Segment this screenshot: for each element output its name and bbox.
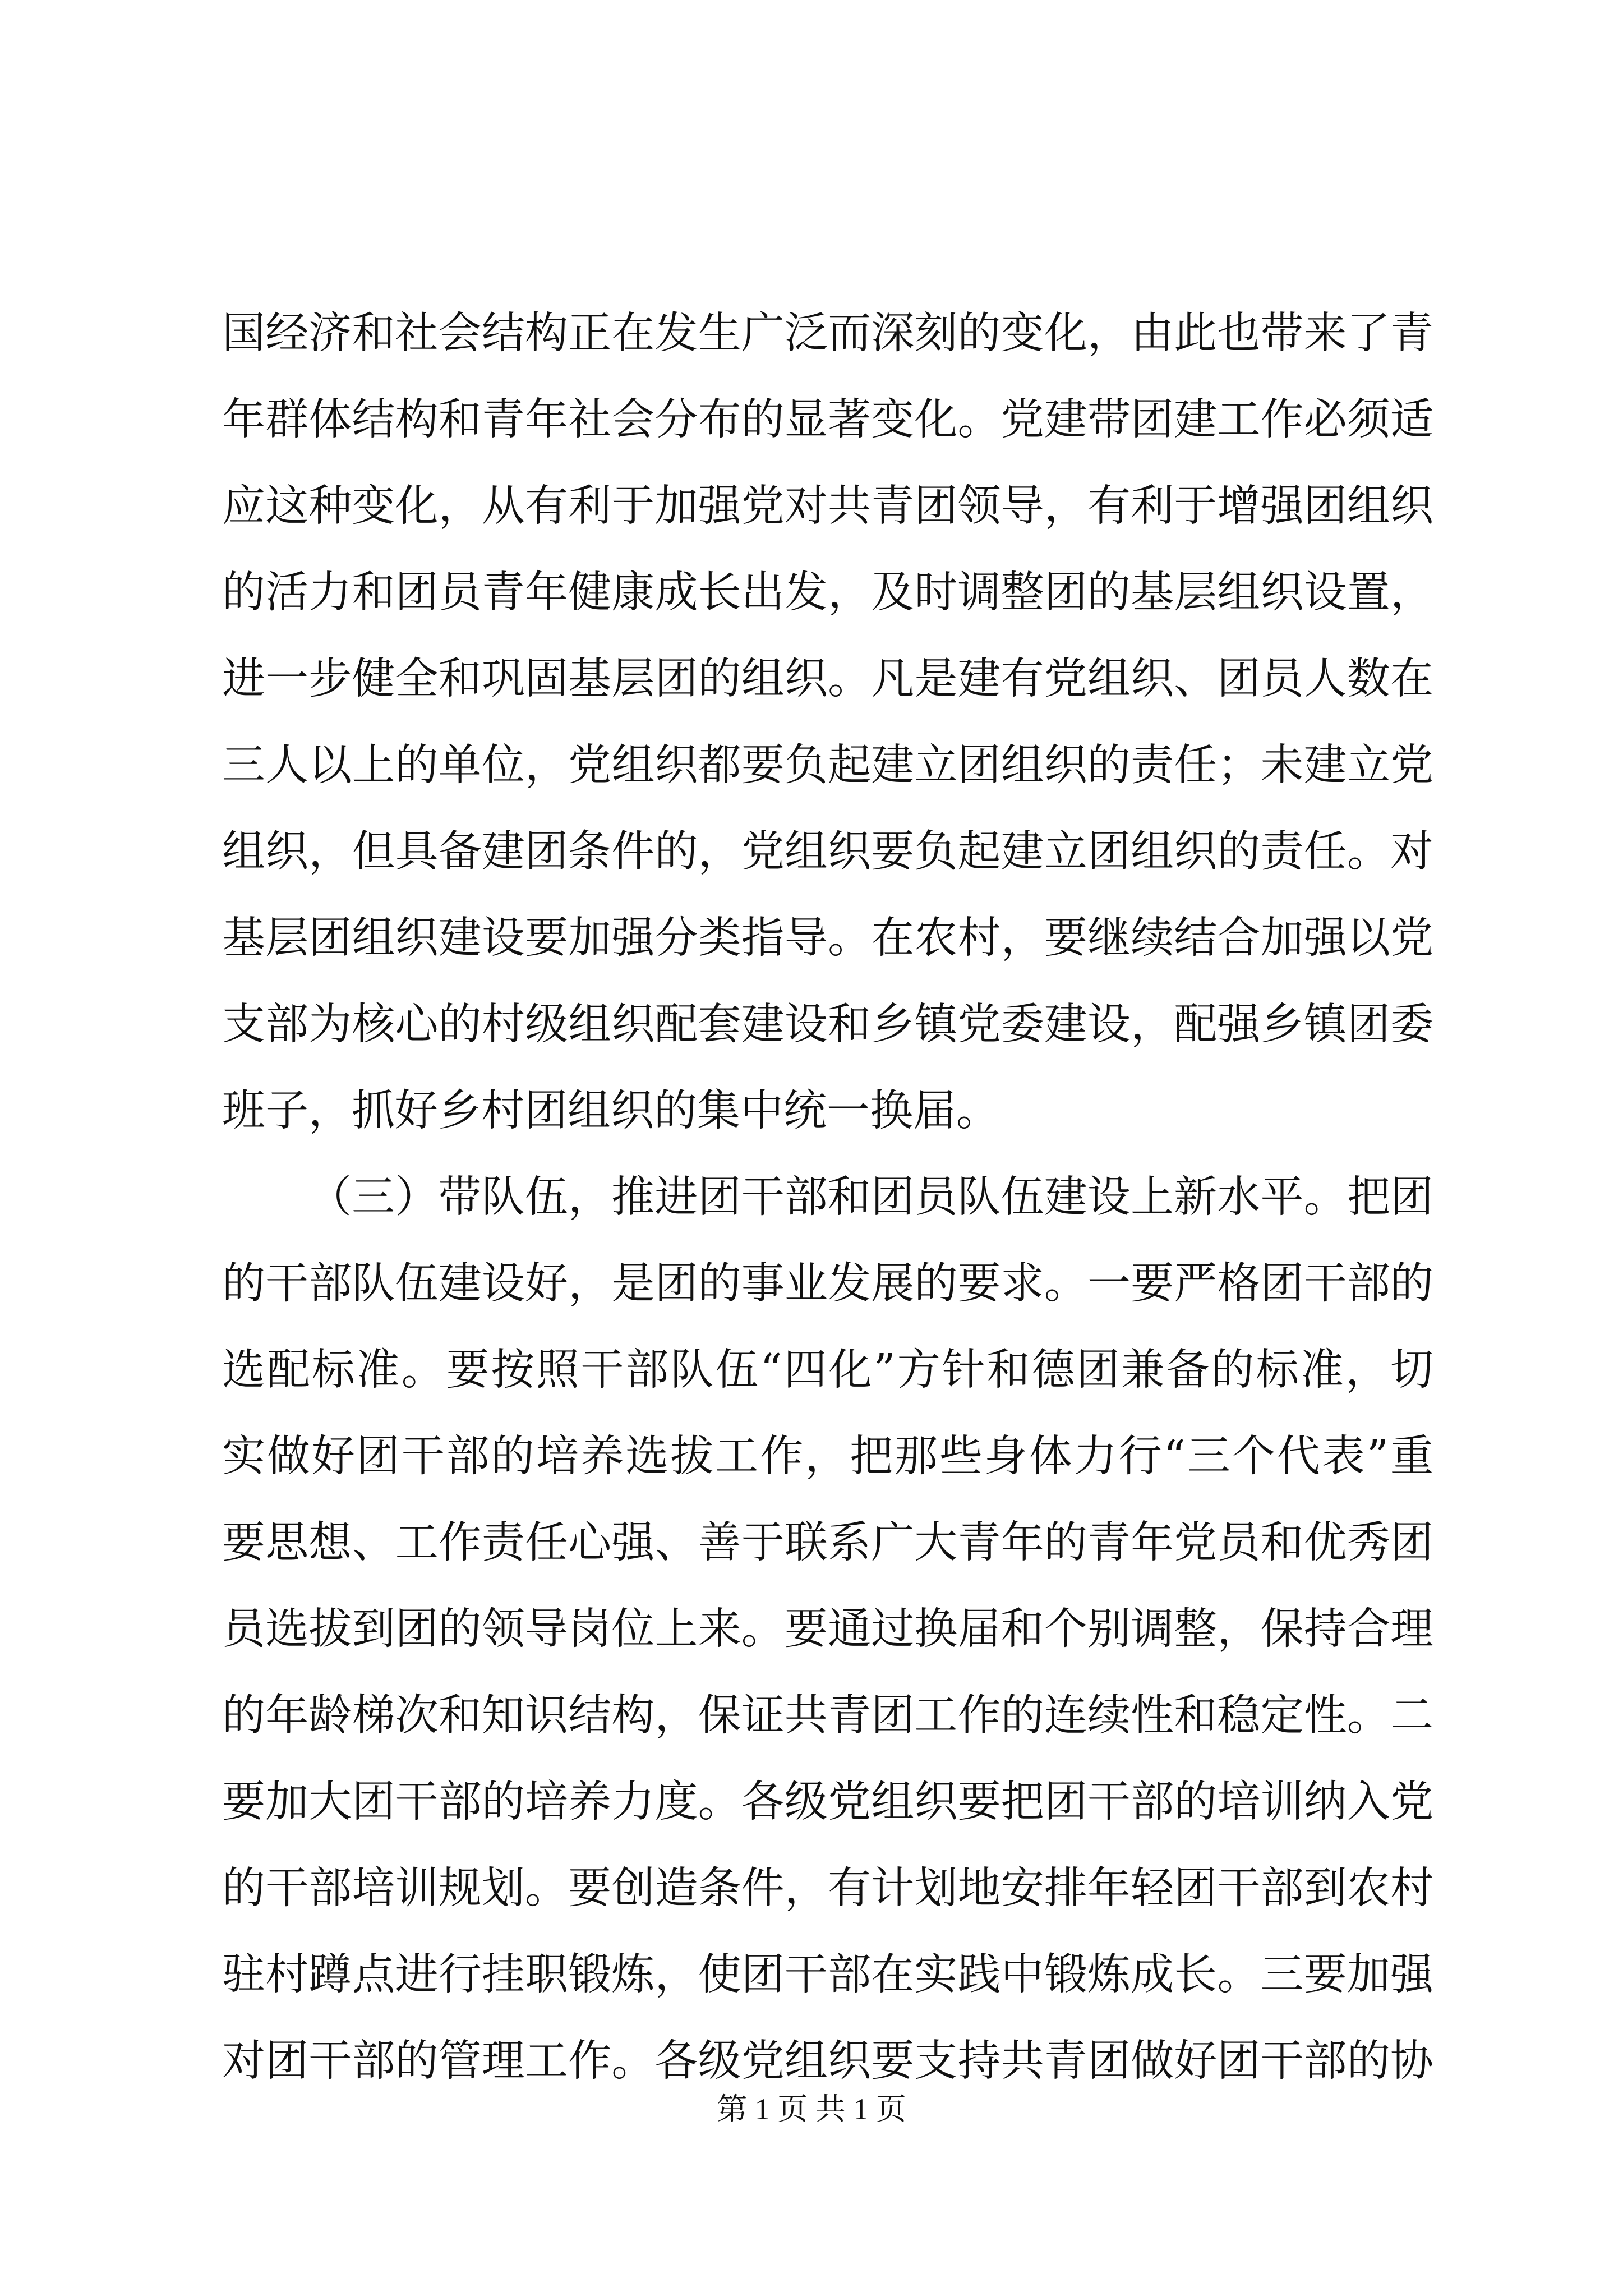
text-line: 要加大团干部的培养力度。各级党组织要把团干部的培训纳入党 <box>222 1777 1433 1827</box>
text-line: 基层团组织建设要加强分类指导。在农村，要继续结合加强以党 <box>222 913 1433 963</box>
text-line: 进一步健全和巩固基层团的组织。凡是建有党组织、团员人数在 <box>222 654 1433 704</box>
text-line: 驻村蹲点进行挂职锻炼，使团干部在实践中锻炼成长。三要加强 <box>222 1950 1433 2000</box>
document-body <box>222 291 1433 2105</box>
text-line: （三）带队伍，推进团干部和团员队伍建设上新水平。把团 <box>308 1172 1433 1222</box>
text-line: 对团干部的管理工作。各级党组织要支持共青团做好团干部的协 <box>222 2036 1433 2086</box>
text-line: 国经济和社会结构正在发生广泛而深刻的变化，由此也带来了青 <box>222 309 1433 358</box>
text-line: 的活力和团员青年健康成长出发，及时调整团的基层组织设置， <box>222 568 1433 618</box>
text-line: 的干部队伍建设好，是团的事业发展的要求。一要严格团干部的 <box>222 1259 1433 1309</box>
text-line: 选配标准。要按照干部队伍“四化”方针和德团兼备的标准，切 <box>222 1345 1433 1395</box>
text-line: 要思想、工作责任心强、善于联系广大青年的青年党员和优秀团 <box>222 1518 1433 1568</box>
text-line: 支部为核心的村级组织配套建设和乡镇党委建设，配强乡镇团委 <box>222 1000 1433 1050</box>
paragraph-1 <box>222 291 1433 1154</box>
text-line: 三人以上的单位，党组织都要负起建立团组织的责任；未建立党 <box>222 740 1433 790</box>
text-line: 年群体结构和青年社会分布的显著变化。党建带团建工作必须适 <box>222 395 1433 445</box>
text-line: 员选拔到团的领导岗位上来。要通过换届和个别调整，保持合理 <box>222 1604 1433 1654</box>
page-number-footer: 第 1 页 共 1 页 <box>717 2092 906 2126</box>
text-line: 组织，但具备建团条件的，党组织要负起建立团组织的责任。对 <box>222 827 1433 877</box>
text-line: 的干部培训规划。要创造条件，有计划地安排年轻团干部到农村 <box>222 1864 1433 1913</box>
paragraph-2 <box>222 1154 1433 2105</box>
text-line: 班子，抓好乡村团组织的集中统一换届。 <box>222 1086 999 1136</box>
text-line: 应这种变化，从有利于加强党对共青团领导，有利于增强团组织 <box>222 481 1433 531</box>
text-line: 实做好团干部的培养选拔工作，把那些身体力行“三个代表”重 <box>222 1432 1433 1481</box>
text-line: 的年龄梯次和知识结构，保证共青团工作的连续性和稳定性。二 <box>222 1691 1433 1741</box>
